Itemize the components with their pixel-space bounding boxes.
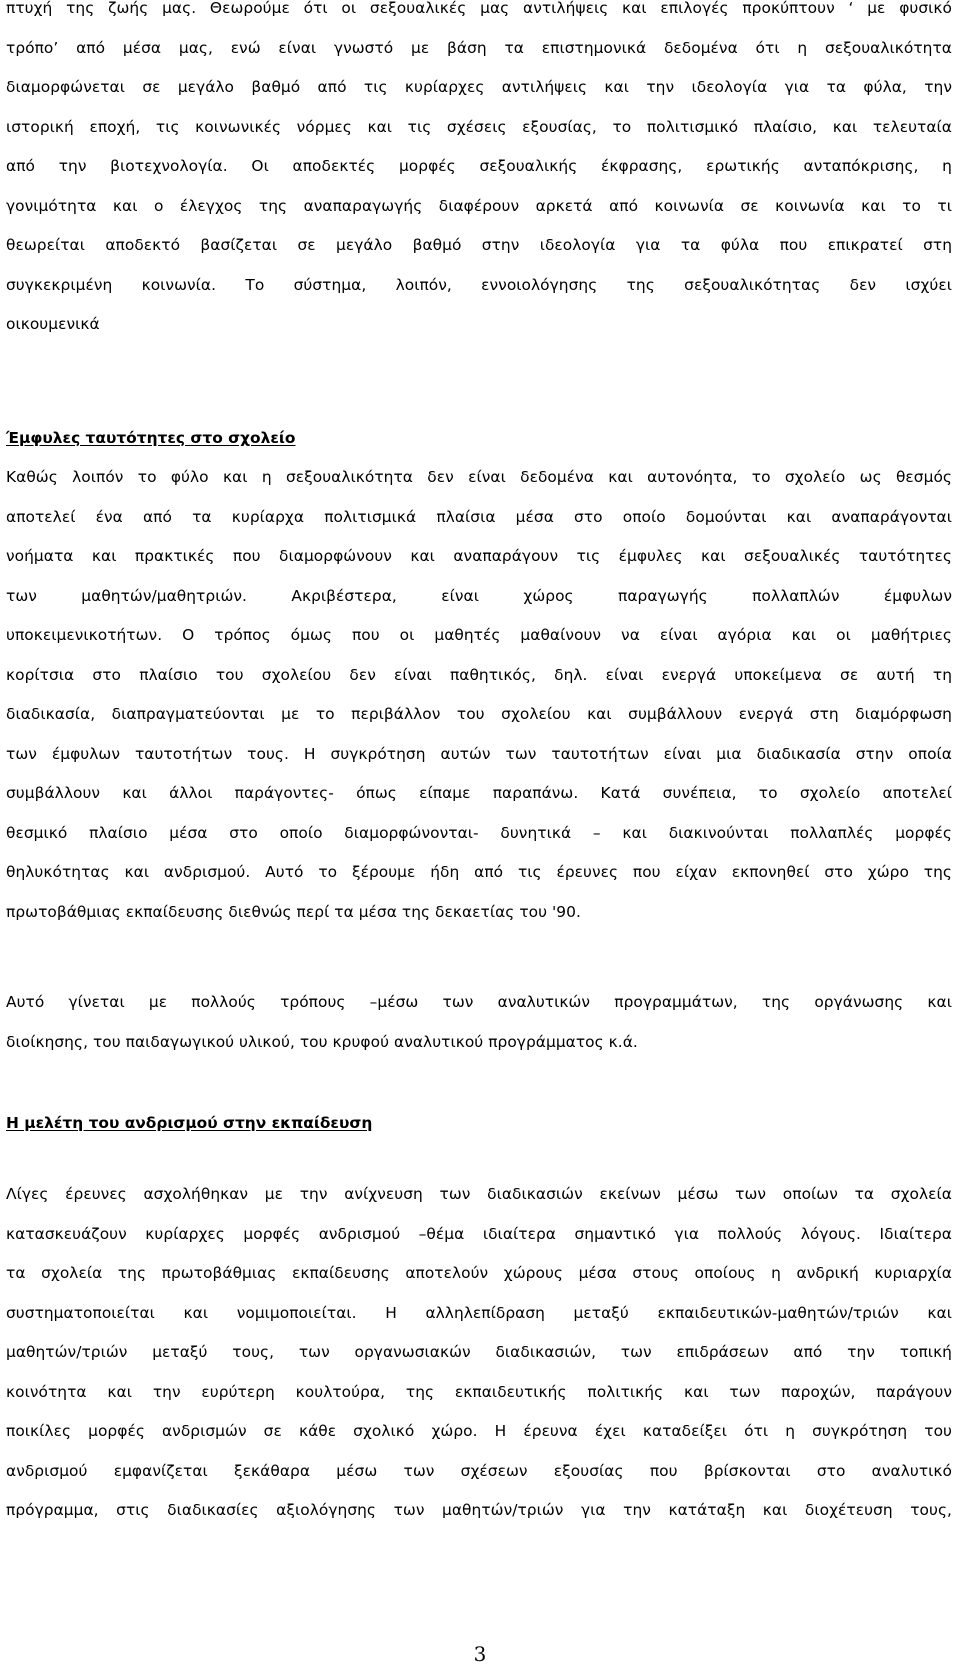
text-line: τρόπο’ από μέσα μας, ενώ είναι γνωστό με βάση τα επιστημονικά δεδομένα ότι η σεξουαλικότητα — [6, 38, 952, 57]
text-line: νοήματα και πρακτικές που διαμορφώνουν και αναπαράγουν τις έμφυλες και σεξουαλικές ταυτότητες — [6, 547, 952, 565]
text-line: συγκεκριμένη κοινωνία. Το σύστημα, λοιπόν, εννοιολόγησης της σεξουαλικότητας δεν ισχύει — [6, 275, 952, 294]
text-line: Λίγες έρευνες ασχολήθηκαν με την ανίχνευση των διαδικασιών εκείνων μέσω των οποίων τα σχολεία — [6, 1185, 952, 1203]
text-line: Αυτό γίνεται με πολλούς τρόπους –μέσω των αναλυτικών προγραμμάτων, της οργάνωσης και — [6, 993, 952, 1011]
text-line: Καθώς λοιπόν το φύλο και η σεξουαλικότητα δεν είναι δεδομένα και αυτονόητα, το σχολείο ως θεσμός — [6, 468, 952, 486]
text-line: οικουμενικά — [6, 315, 100, 333]
section-heading-masculinity: Η μελέτη του ανδρισμού στην εκπαίδευση — [6, 1114, 373, 1132]
text-line: πρόγραμμα, στις διαδικασίες αξιολόγησης των μαθητών/τριών για την κατάταξη και διοχέτευση τους, — [6, 1501, 952, 1519]
text-line: των μαθητών/μαθητριών. Ακριβέστερα, είναι χώρος παραγωγής πολλαπλών έμφυλων — [6, 586, 952, 605]
text-line: μαθητών/τριών μεταξύ τους, των οργανωσιακών διαδικασιών, των επιδράσεων από την τοπική — [6, 1343, 952, 1361]
text-line: θεωρείται αποδεκτό βασίζεται σε μεγάλο βαθμό στην ιδεολογία για τα φύλα που επικρατεί στη — [6, 236, 952, 254]
text-line: κοινότητα και την ευρύτερη κουλτούρα, της εκπαιδευτικής πολιτικής και των παροχών, παράγουν — [6, 1382, 952, 1401]
text-line: θηλυκότητας και ανδρισμού. Αυτό το ξέρουμε ήδη από τις έρευνες που είχαν εκπονηθεί στο χώρο της — [6, 863, 952, 881]
section1-paragraph-2 — [0, 983, 960, 1062]
section-heading-gender-identities: Έμφυλες ταυτότητες στο σχολείο — [6, 429, 296, 447]
text-line: συμβάλλουν και άλλοι παράγοντες- όπως είπαμε παραπάνω. Κατά συνέπεια, το σχολείο αποτελεί — [6, 784, 952, 802]
text-line: διαμορφώνεται σε μεγάλο βαθμό από τις κυρίαρχες αντιλήψεις και την ιδεολογία για τα φύλα, την — [6, 78, 952, 96]
text-line: από την βιοτεχνολογία. Οι αποδεκτές μορφές σεξουαλικής έκφρασης, ερωτικής ανταπόκρισης, η — [6, 157, 952, 175]
text-line: θεσμικό πλαίσιο μέσα στο οποίο διαμορφώνονται- δυνητικά – και διακινούνται πολλαπλές μορφές — [6, 823, 952, 842]
text-line: ποικίλες μορφές ανδρισμών σε κάθε σχολικό χώρο. Η έρευνα έχει καταδείξει ότι η συγκρότηση του — [6, 1422, 952, 1440]
intro-paragraph — [0, 0, 960, 345]
text-line: διοίκησης, του παιδαγωγικού υλικού, του κρυφού αναλυτικού προγράμματος κ.ά. — [6, 1032, 638, 1051]
text-line: κατασκευάζουν κυρίαρχες μορφές ανδρισμού –θέμα ιδιαίτερα σημαντικό για πολλούς λόγους. Ιδιαίτερα — [6, 1224, 952, 1243]
text-line: γονιμότητα και ο έλεγχος της αναπαραγωγής διαφέρουν αρκετά από κοινωνία σε κοινωνία και το τι — [6, 196, 952, 215]
text-line: ιστορική εποχή, τις κοινωνικές νόρμες και τις σχέσεις εξουσίας, το πολιτισμικό πλαίσιο, και τελευταία — [6, 117, 952, 136]
text-line: τα σχολεία της πρωτοβάθμιας εκπαίδευσης αποτελούν χώρους μέσα στους οποίους η ανδρική κυριαρχία — [6, 1264, 952, 1282]
text-line: αποτελεί ένα από τα κυρίαρχα πολιτισμικά πλαίσια μέσα στο οποίο δομούνται και αναπαράγονται — [6, 507, 952, 526]
page-number: 3 — [473, 1642, 487, 1666]
text-line: πτυχή της ζωής μας. Θεωρούμε ότι οι σεξουαλικές μας αντιλήψεις και επιλογές προκύπτουν ‘ με φυσικό — [6, 0, 952, 17]
text-line: υποκειμενικοτήτων. Ο τρόπος όμως που οι μαθητές μαθαίνουν να είναι αγόρια και οι μαθήτριες — [6, 626, 952, 644]
text-line: των έμφυλων ταυτοτήτων τους. Η συγκρότηση αυτών των ταυτοτήτων είναι μια διαδικασία στην οποία — [6, 744, 952, 763]
text-line: διαδικασία, διαπραγματεύονται με το περιβάλλον του σχολείου και συμβάλλουν ενεργά στη διαμόρφωση — [6, 705, 952, 723]
section2-paragraph — [0, 1175, 960, 1531]
text-line: ανδρισμού εμφανίζεται ξεκάθαρα μέσω των σχέσεων εξουσίας που βρίσκονται στο αναλυτικό — [6, 1461, 952, 1480]
section1-paragraph — [0, 458, 960, 932]
text-line: κορίτσια στο πλαίσιο του σχολείου δεν είναι παθητικός, δηλ. είναι ενεργά υποκείμενα σε αυτή τη — [6, 665, 952, 684]
text-line: συστηματοποιείται και νομιμοποιείται. Η αλληλεπίδραση μεταξύ εκπαιδευτικών-μαθητών/τριών και — [6, 1303, 952, 1322]
text-line: πρωτοβάθμιας εκπαίδευσης διεθνώς περί τα μέσα της δεκαετίας του '90. — [6, 902, 581, 921]
